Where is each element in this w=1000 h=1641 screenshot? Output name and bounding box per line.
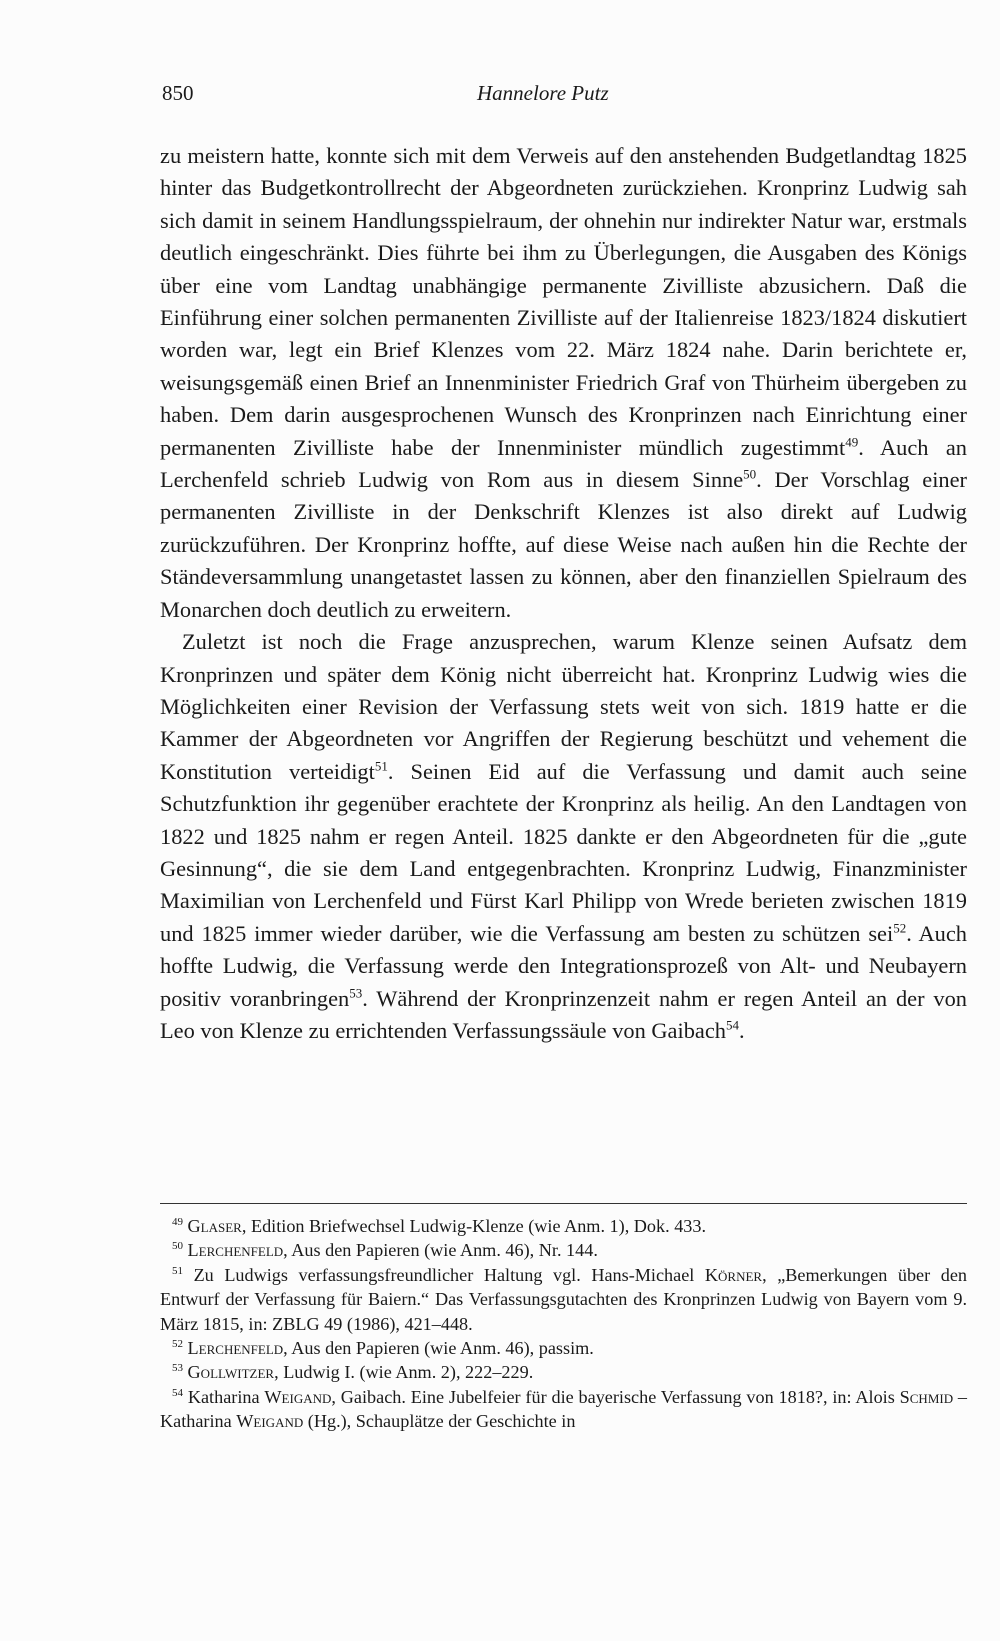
footnote-number: 50 xyxy=(172,1240,183,1253)
footnote-ref-52[interactable]: 52 xyxy=(893,920,907,936)
footnote-text: – Katharina xyxy=(160,1386,968,1432)
text-run: . Auch hoffte Ludwig, die Verfassung werde den Integrationsprozeß von Alt- und Neubayern positiv voranbringen xyxy=(160,920,967,1011)
footnote-text: , Aus den Papieren (wie Anm. 46), Nr. 144. xyxy=(283,1240,598,1261)
author-name: Gollwitzer xyxy=(187,1362,275,1383)
footnote-ref-51[interactable]: 51 xyxy=(374,758,388,774)
footnote-text: Katharina xyxy=(187,1386,265,1407)
paragraph-1 xyxy=(160,140,967,626)
main-text xyxy=(160,140,967,1047)
footnote-ref-54[interactable]: 54 xyxy=(726,1017,739,1033)
footnote-text: (Hg.), Schauplätze der Geschichte in xyxy=(303,1411,576,1432)
footnote-text: Zu Ludwigs verfassungsfreundlicher Haltung vgl. Hans-Michael xyxy=(193,1264,705,1285)
footnote-number: 49 xyxy=(172,1215,183,1228)
footnote-52 xyxy=(160,1336,967,1360)
author-name: Weigand xyxy=(264,1386,332,1407)
text-run: Zuletzt ist noch die Frage anzusprechen, warum Klenze seinen Aufsatz dem Kronprinzen und später dem König nicht überreicht hat. Kronprinz Ludwig wies die Möglichkeiten einer Revision der Verfassung stets weit von sich. 1819 hatte er die Kammer der Abgeordneten vor Angriffen der Regierung beschützt und vehement die Konstitution verteidigt xyxy=(160,629,967,784)
footnote-number: 51 xyxy=(172,1264,183,1277)
author-name: Lerchenfeld xyxy=(187,1338,284,1359)
footnote-53 xyxy=(160,1360,967,1384)
footnote-text: , „Bemerkungen über den Entwurf der Verfassung für Baiern.“ Das Verfassungsgutachten des Kronprinzen Ludwig von Bayern vom 9. März 1815, in: ZBLG 49 (1986), 421–448. xyxy=(160,1264,967,1334)
footnote-text: , Edition Briefwechsel Ludwig-Klenze (wie Anm. 1), Dok. 433. xyxy=(241,1216,707,1236)
running-head xyxy=(162,81,862,111)
running-title-author: Hannelore Putz xyxy=(477,81,609,105)
footnote-ref-49[interactable]: 49 xyxy=(845,434,859,450)
footnote-54 xyxy=(160,1385,967,1434)
footnote-text: , Ludwig I. (wie Anm. 2), 222–229. xyxy=(274,1362,534,1383)
footnote-49 xyxy=(160,1214,967,1238)
footnote-ref-50[interactable]: 50 xyxy=(743,466,757,482)
paragraph-2 xyxy=(160,626,967,1047)
footnote-50 xyxy=(160,1238,967,1262)
author-name: Lerchenfeld xyxy=(187,1240,284,1261)
text-run: . Der Vorschlag einer permanenten Zivilliste in der Denkschrift Klenzes ist also direkt auf Ludwig zurückzuführen. Der Kronprinz hoffte, auf diese Weise nach außen hin die Rechte der Ständeversammlung unangetastet lassen zu können, aber den finanziellen Spielraum des Monarchen doch deutlich zu erweitern. xyxy=(160,467,967,622)
text-run: zu meistern hatte, konnte sich mit dem Verweis auf den anstehenden Budgetlandtag 1825 hinter das Budgetkontrollrecht der Abgeordneten zurückziehen. Kronprinz Ludwig sah sich damit in seinem Handlungsspielraum, der ohnehin nur indirekter Natur war, erstmals deutlich eingeschränkt. Dies führte bei ihm zu Überlegungen, die Ausgaben des Königs über eine vom Landtag unabhängige permanente Zivilliste abzusichern. Daß die Einführung einer solchen permanenten Zivilliste auf der Italienreise 1823/1824 diskutiert worden war, legt ein Brief Klenzes vom 22. März 1824 nahe. Darin berichtete er, weisungsgemäß einen Brief an Innenminister Friedrich Graf von Thürheim übergeben zu haben. Dem darin ausgesprochenen Wunsch des Kronprinzen nach Einrichtung einer permanenten Zivilliste habe der Innenminister mündlich zugestimmt xyxy=(160,143,967,460)
author-name: Schmid xyxy=(899,1386,954,1407)
footnote-number: 52 xyxy=(172,1337,183,1350)
author-name: Glaser xyxy=(187,1216,242,1236)
footnote-text: , Aus den Papieren (wie Anm. 46), passim. xyxy=(283,1338,594,1359)
text-run: . xyxy=(739,1017,745,1043)
footnote-text: , Gaibach. Eine Jubelfeier für die bayerische Verfassung von 1818?, in: Alois xyxy=(331,1386,900,1407)
footnote-number: 54 xyxy=(172,1386,183,1399)
footnotes xyxy=(160,1214,967,1434)
author-name: Weigand xyxy=(236,1411,304,1432)
author-name: Körner xyxy=(704,1264,763,1285)
text-run: . Während der Kronprinzenzeit nahm er regen Anteil an der von Leo von Klenze zu errichtenden Verfassungssäule von Gaibach xyxy=(160,985,968,1043)
text-run: . Auch an Lerchenfeld schrieb Ludwig von Rom aus in diesem Sinne xyxy=(160,434,967,493)
text-run: . Seinen Eid auf die Verfassung und damit auch seine Schutzfunktion ihr gegenüber erachtete der Kronprinz als heilig. An den Landtagen von 1822 und 1825 nahm er regen Anteil. 1825 dankte er den Abgeordneten für die „gute Gesinnung“, die sie dem Land entgegenbrachten. Kronprinz Ludwig, Finanzminister Maximilian von Lerchenfeld und Fürst Karl Philipp von Wrede berieten zwischen 1819 und 1825 immer wieder darüber, wie die Verfassung am besten zu schützen sei xyxy=(160,758,967,946)
footnote-number: 53 xyxy=(172,1362,183,1375)
page-number: 850 xyxy=(162,81,194,105)
footnote-51 xyxy=(160,1263,967,1336)
footnote-ref-53[interactable]: 53 xyxy=(349,985,363,1001)
footnote-separator xyxy=(160,1203,967,1204)
